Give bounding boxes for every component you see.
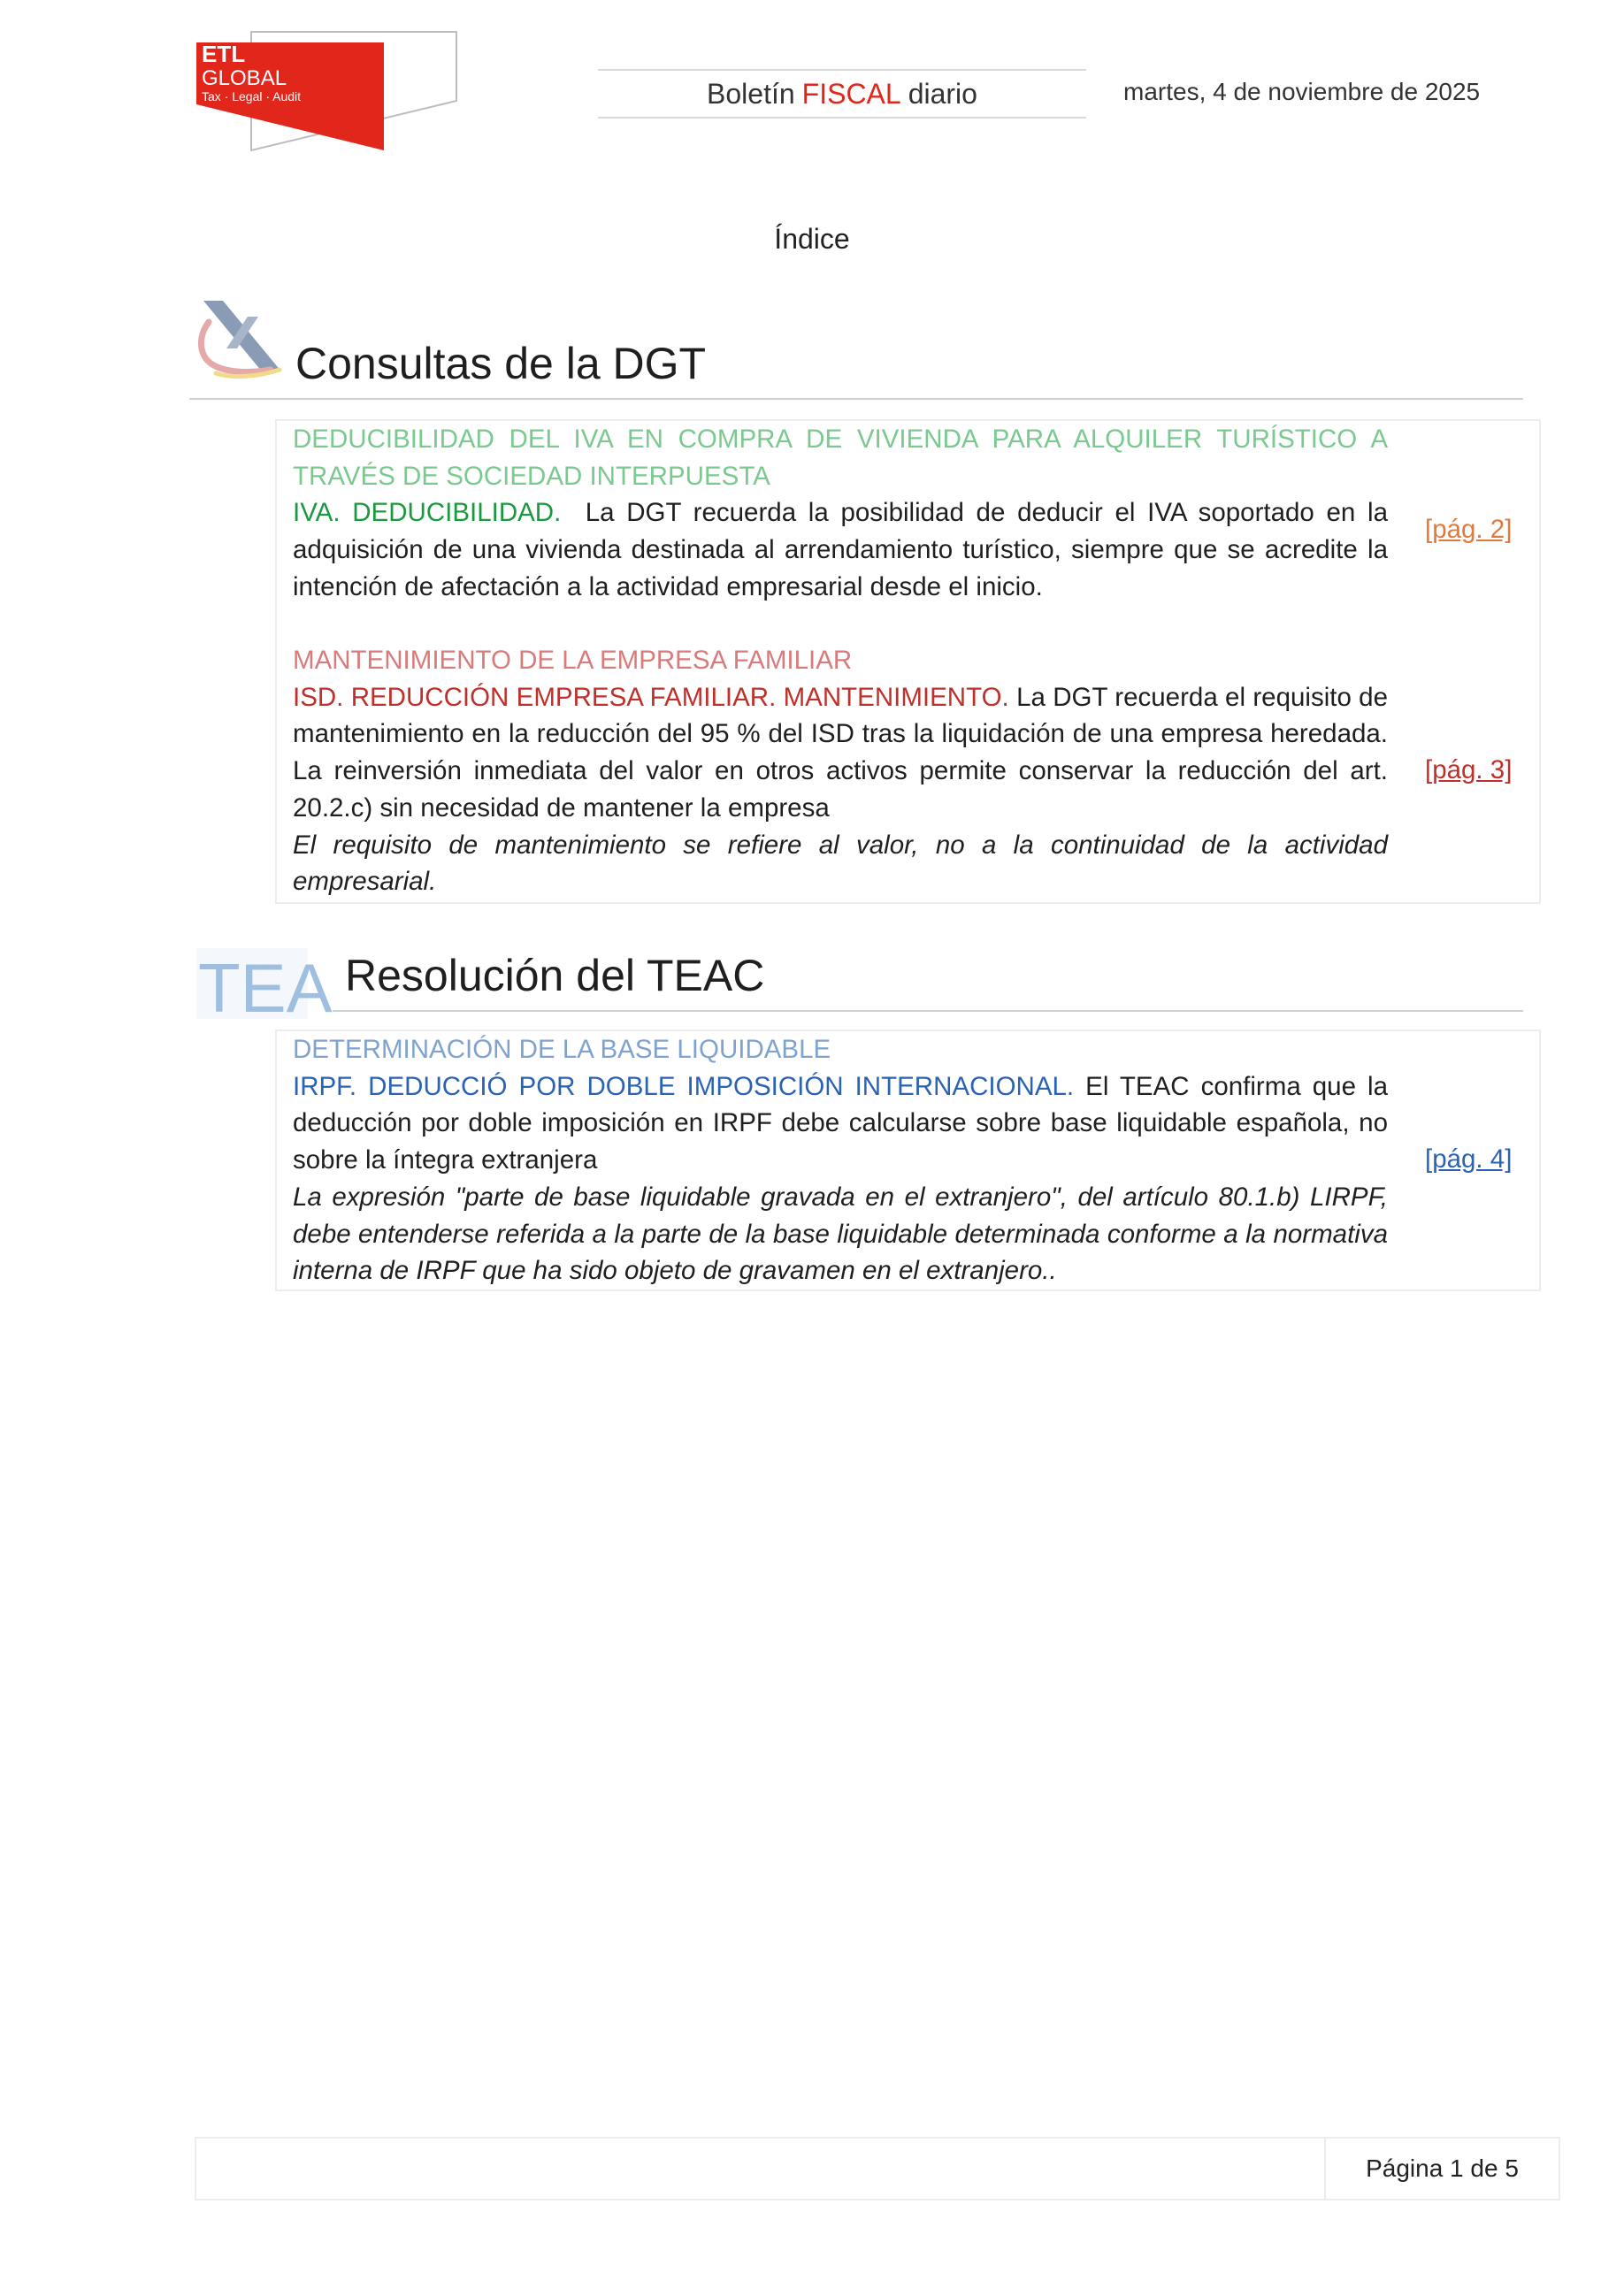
bulletin-title bbox=[598, 69, 1086, 119]
title-suffix: diario bbox=[908, 77, 977, 110]
logo-line3: Tax · Legal · Audit bbox=[202, 89, 302, 103]
iva-heading: DEDUCIBILIDAD DEL IVA EN COMPRA DE VIVIENDA PARA ALQUILER TURÍSTICO A TRAVÉS DE SOCIEDAD INTERPUESTA bbox=[293, 425, 1388, 491]
dgt-entries-card bbox=[275, 419, 1541, 904]
isd-tag: ISD. REDUCCIÓN EMPRESA FAMILIAR. MANTENIMIENTO. bbox=[293, 682, 1009, 712]
teac-section-title: Resolución del TEAC bbox=[345, 951, 765, 1000]
logo-line1: ETL bbox=[202, 41, 246, 67]
irpf-heading: DETERMINACIÓN DE LA BASE LIQUIDABLE bbox=[293, 1035, 831, 1064]
irpf-page-link[interactable]: [pág. 4] bbox=[1425, 1144, 1513, 1174]
title-prefix: Boletín bbox=[707, 77, 795, 110]
teac-entry-1 bbox=[293, 1031, 1388, 1290]
etl-global-logo bbox=[196, 27, 462, 159]
isd-page-link[interactable]: [pág. 3] bbox=[1425, 755, 1513, 784]
dgt-entry-2 bbox=[293, 642, 1388, 900]
teac-entries-card bbox=[275, 1029, 1541, 1291]
index-title: Índice bbox=[774, 223, 850, 255]
irpf-note: La expresión "parte de base liquidable gravada en el extranjero", del artículo 80.1.b) LIRPF, debe entenderse referida a la parte de la base liquidable determinada conforme a la normativa interna de IRPF que ha sido objeto de gravamen en el extranjero.. bbox=[293, 1182, 1388, 1286]
dgt-section-title: Consultas de la DGT bbox=[295, 339, 707, 388]
tea-logo-text: TEA bbox=[198, 949, 333, 1027]
dgt-section-rule bbox=[189, 398, 1523, 400]
irpf-summary: El TEAC confirma que la deducción por doble imposición en IRPF debe calcularse sobre base liquidable española, no sobre la íntegra extranjera bbox=[293, 1071, 1388, 1175]
page-footer bbox=[195, 2137, 1560, 2200]
teac-section-rule bbox=[333, 1010, 1523, 1012]
dgt-entry-1 bbox=[293, 421, 1388, 606]
isd-summary: La DGT recuerda el requisito de mantenimiento en la reducción del 95 % del ISD tras la liquidación de una empresa heredada. La reinversión inmediata del valor en otros activos permite conservar la reducción del art. 20.2.c) sin necesidad de mantener la empresa bbox=[293, 682, 1388, 823]
header-date: martes, 4 de noviembre de 2025 bbox=[1123, 78, 1481, 105]
isd-heading: MANTENIMIENTO DE LA EMPRESA FAMILIAR bbox=[293, 646, 853, 675]
aeat-logo-icon bbox=[196, 297, 285, 382]
page-number: Página 1 de 5 bbox=[1366, 2154, 1519, 2182]
isd-note: El requisito de mantenimiento se refiere al valor, no a la continuidad de la actividad empresarial. bbox=[293, 830, 1388, 897]
iva-tag: IVA. DEDUCIBILIDAD. bbox=[293, 498, 562, 528]
iva-page-link[interactable]: [pág. 2] bbox=[1425, 515, 1513, 544]
tea-logo-icon bbox=[196, 948, 333, 1027]
logo-line2: GLOBAL bbox=[202, 66, 287, 90]
title-highlight: FISCAL bbox=[801, 77, 901, 110]
iva-summary: La DGT recuerda la posibilidad de deducir el IVA soportado en la adquisición de una vivienda destinada al arrendamiento turístico, siempre que se acredite la intención de afectación a la actividad empresarial desde el inicio. bbox=[293, 498, 1388, 601]
irpf-tag: IRPF. DEDUCCIÓ POR DOBLE IMPOSICIÓN INTERNACIONAL. bbox=[293, 1071, 1075, 1101]
etl-logo-graphic bbox=[196, 27, 462, 159]
